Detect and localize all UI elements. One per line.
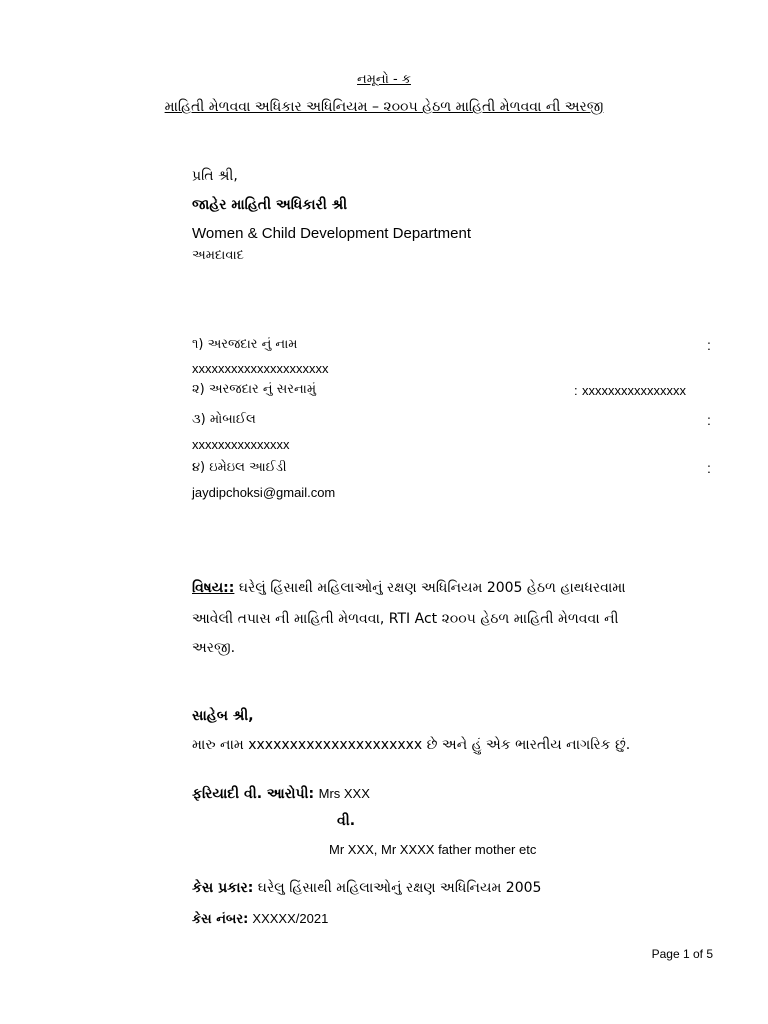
subject-text-1: ઘરેલું હિંસાથી મહિલાઓનું રક્ષણ અધિનિયમ 2005 હેઠળ હાથધરવામા [238,580,626,596]
versus-text: વી. [337,813,356,829]
case-type-label: કેસ પ્રકાર: [192,880,254,896]
applicant-name-value: xxxxxxxxxxxxxxxxxxxxx [192,361,329,376]
case-type-line [192,880,541,896]
applicant-address-colon: : [574,383,578,398]
applicant-address-label: ૨) અરજદાર નું સરનામું [192,382,316,397]
department-name: Women & Child Development Department [192,225,472,242]
subject-line-2: આવેલી તપાસ ની માહિતી મેળવવા, RTI Act ૨૦૦૫ હેઠળ માહિતી મેળવવા ની [192,611,619,627]
officer-title: જાહેર માહિતી અધિકારી શ્રી [192,197,348,213]
subject-label: વિષય:: [192,580,235,596]
mobile-value: xxxxxxxxxxxxxxx [192,437,290,452]
form-title: નમૂનો - ક [357,72,411,87]
applicant-name-label: ૧) અરજદાર નું નામ [192,337,298,352]
complainant-name: Mrs XXX [318,786,370,801]
mobile-colon: : [707,412,711,428]
subject-line-3: અરજી. [192,640,236,656]
case-type-value: ઘરેલુ હિંસાથી મહિલાઓનું રક્ષણ અધિનિયમ 2005 [257,880,542,896]
case-number-line [192,911,328,927]
email-label: ૪) ઇમેઇલ આઈડી [192,460,287,475]
intro-sentence: મારુ નામ xxxxxxxxxxxxxxxxxxxxx છે અને હું એક ભારતીય નાગરિક છું. [192,737,631,753]
email-value: jaydipchoksi@gmail.com [192,485,336,500]
case-number-value: XXXXX/2021 [252,911,329,926]
mobile-label: ૩) મોબાઈલ [192,412,256,427]
application-subtitle: માહિતી મેળવવા અધિકાર અધિનિયમ – ૨૦૦૫ હેઠળ માહિતી મેળવવા ની અરજી [164,99,604,115]
parties-line [192,786,370,802]
greeting: સાહેબ શ્રી, [192,708,254,724]
email-colon: : [707,460,711,476]
salutation: પ્રતિ શ્રી, [192,168,238,184]
case-number-label: કેસ નંબર: [192,912,249,927]
city: અમદાવાદ [192,248,244,263]
subject-line-1 [192,580,626,596]
page-number: Page 1 of 5 [651,947,713,961]
applicant-name-colon: : [707,337,711,353]
accused-names: Mr XXX, Mr XXXX father mother etc [329,842,537,857]
applicant-address-value: xxxxxxxxxxxxxxxx [582,383,686,398]
parties-label: ફરિયાદી વી. આરોપી: [192,786,315,802]
